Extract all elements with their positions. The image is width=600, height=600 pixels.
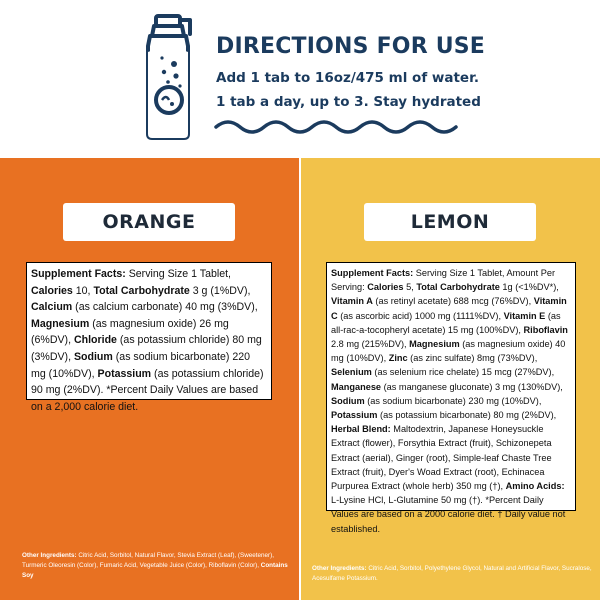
fact-label: Total Carbohydrate xyxy=(416,282,500,293)
fact-label: Calories xyxy=(31,284,73,297)
flavor-label-orange: ORANGE xyxy=(63,203,235,241)
fact-text: (as sodium bicarbonate) 230 mg (10%DV), xyxy=(364,395,542,406)
supplement-facts-lemon xyxy=(326,262,576,534)
ingredients-text: Citric Acid, Sorbitol, Polyethylene Glycol, Natural and Artificial Flavor, Sucralose, Acesulfame Potassium. xyxy=(312,565,592,582)
water-bottle-icon xyxy=(140,12,198,142)
fact-text: (as ascorbic acid) 1000 mg (1111%DV), xyxy=(337,310,504,321)
fact-text: Maltodextrin, Japanese Honeysuckle Extract (flower), Forsythia Extract (fruit), Schizonepeta Extract (aerial), Ginger (root), Simple-leaf Chaste Tree Extract (fruit), Dyer's Woad Extract (root), Echinacea Purpurea Extract (whole herb) 350 mg (†), xyxy=(331,424,552,492)
fact-label: Supplement Facts: xyxy=(31,268,126,280)
fact-text: L-Lysine HCl, L-Glutamine 50 mg (†). *Percent Daily Values are based on a 2000 calorie diet. † Daily value not established. xyxy=(331,495,566,534)
fact-label: Potassium xyxy=(97,367,152,380)
fact-text: 2.8 mg (215%DV), xyxy=(331,339,410,350)
flavor-label-lemon: LEMON xyxy=(364,203,536,241)
fact-text: 5, xyxy=(403,282,417,293)
directions-line-1: Add 1 tab to 16oz/475 ml of water. xyxy=(216,70,479,86)
allergen-note: Contains Soy xyxy=(22,562,288,579)
fact-text: (as potassium bicarbonate) 80 mg (2%DV), xyxy=(377,410,557,421)
ingredients-label: Other Ingredients: xyxy=(22,552,77,559)
orange-panel xyxy=(0,158,299,600)
fact-label: Calcium xyxy=(31,301,73,314)
fact-label: Calories xyxy=(367,282,404,293)
fact-label: Sodium xyxy=(331,395,365,406)
fact-text: (as potassium chloride) 80 mg (3%DV), xyxy=(31,334,262,363)
directions-header xyxy=(0,0,600,158)
ingredients-label: Other Ingredients: xyxy=(312,565,367,572)
fact-label: Chloride xyxy=(73,334,117,347)
wave-decoration xyxy=(214,116,464,138)
supplement-facts-orange xyxy=(26,262,272,413)
fact-text: 3 g (1%DV), xyxy=(189,284,251,297)
fact-text: 10, xyxy=(72,284,94,297)
fact-text: (as zinc sulfate) 8mg (73%DV), xyxy=(407,353,538,364)
fact-text: (as magnesium oxide) 26 mg (6%DV), xyxy=(31,317,229,347)
fact-label: Supplement Facts: xyxy=(331,268,414,278)
other-ingredients-orange xyxy=(22,551,292,581)
fact-text: (as calcium carbonate) 40 mg (3%DV), xyxy=(72,301,258,314)
fact-label: Vitamin C xyxy=(331,296,567,321)
fact-label: Amino Acids: xyxy=(505,481,565,492)
directions-line-2: 1 tab a day, up to 3. Stay hydrated xyxy=(216,94,481,110)
fact-label: Magnesium xyxy=(409,339,460,350)
fact-label: Magnesium xyxy=(31,317,90,330)
fact-label: Zinc xyxy=(388,353,408,364)
fact-label: Vitamin E xyxy=(503,310,546,321)
fact-label: Potassium xyxy=(331,410,378,421)
fact-text: (as retinyl acetate) 688 mcg (76%DV), xyxy=(372,296,534,307)
fact-text: (as selenium rice chelate) 15 mcg (27%DV), xyxy=(371,367,555,378)
fact-text: (as potassium chloride) 90 mg (2%DV). *Percent Daily Values are based on a 2,000 calorie diet. xyxy=(31,367,264,413)
fact-label: Total Carbohydrate xyxy=(93,284,190,297)
fact-label: Manganese xyxy=(331,381,382,392)
fact-label: Herbal Blend: xyxy=(331,424,391,435)
fact-text: Serving Size 1 Tablet, Amount Per Serving: xyxy=(331,268,556,293)
fact-label: Selenium xyxy=(331,367,372,378)
fact-text: (as sodium bicarbonate) 220 mg (10%DV), xyxy=(31,350,251,380)
directions-title: DIRECTIONS FOR USE xyxy=(216,34,486,59)
other-ingredients-lemon xyxy=(312,564,594,584)
fact-label: Vitamin A xyxy=(331,296,373,307)
fact-text: (as magnesium oxide) 40 mg (10%DV), xyxy=(331,339,566,364)
fact-text: Serving Size 1 Tablet, xyxy=(125,268,231,280)
fact-text: (as all-rac-a-tocopheryl acetate) 15 mg (100%DV), xyxy=(331,310,561,335)
fact-label: Sodium xyxy=(73,350,113,363)
fact-label: Riboflavin xyxy=(523,324,568,335)
fact-text: 1g (<1%DV*), xyxy=(499,282,559,293)
lemon-panel xyxy=(301,158,600,600)
ingredients-text: Citric Acid, Sorbitol, Natural Flavor, Stevia Extract (Leaf), (Sweetener), Turmeric Oleoresin (Color), Fumaric Acid, Vegetable Juice (Color), Riboflavin (Color), xyxy=(22,552,274,569)
fact-text: (as manganese gluconate) 3 mg (130%DV), xyxy=(381,381,563,392)
